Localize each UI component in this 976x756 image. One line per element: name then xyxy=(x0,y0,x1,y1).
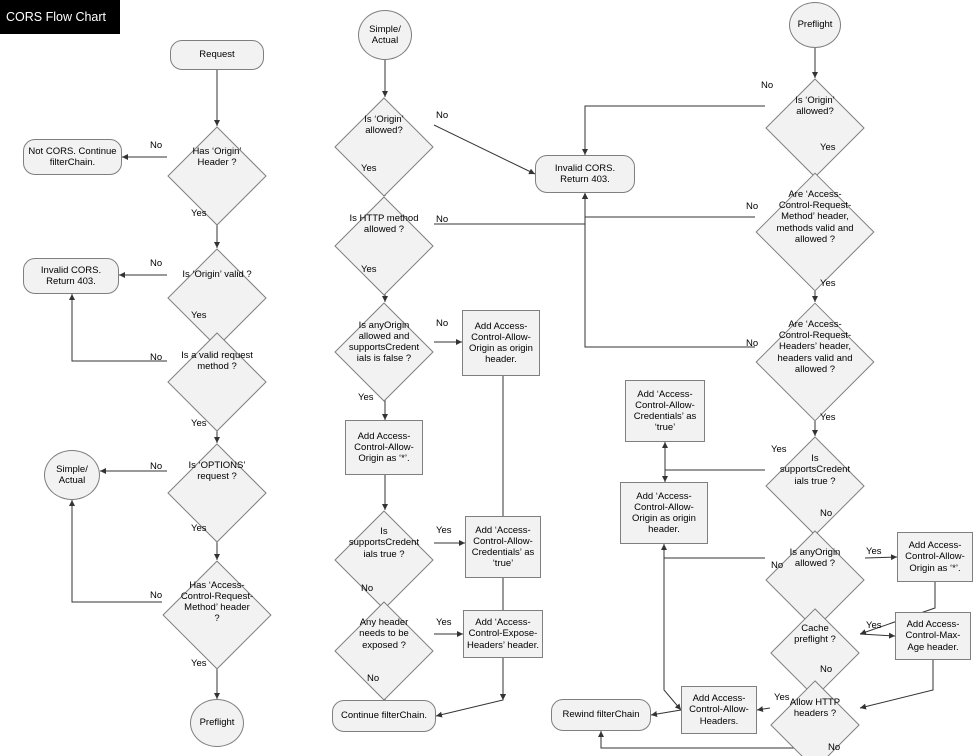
edge-label: No xyxy=(820,664,833,675)
flow-node-label: Is ‘Origin’ valid ? xyxy=(182,269,252,281)
flow-node-label: Are ‘Access- Control-Request- Headers’ header, headers valid and allowed ? xyxy=(777,318,853,375)
flow-node-label: Is anyOrigin allowed ? xyxy=(789,546,841,569)
edge-label: Yes xyxy=(191,208,207,219)
flow-node-m8 xyxy=(334,510,434,576)
flow-node-label: Is supportsCredent ials true ? xyxy=(348,526,420,560)
flow-node-p7 xyxy=(620,482,708,544)
flow-node-label: Add Access- Control-Max- Age header. xyxy=(905,619,961,653)
flow-node-n8 xyxy=(44,450,100,500)
edge-label: Yes xyxy=(771,444,787,455)
flow-node-label: Any header needs to be exposed ? xyxy=(359,617,409,651)
flow-node-label: Has ‘Origin’ Header ? xyxy=(192,145,242,168)
flow-node-p2 xyxy=(765,78,865,134)
flow-node-p4 xyxy=(755,302,875,392)
edge-label: Yes xyxy=(820,278,836,289)
flow-node-p8 xyxy=(765,530,865,586)
flow-node-n2 xyxy=(167,126,267,188)
edge-label: Yes xyxy=(361,264,377,275)
flow-node-label: Add Access- Control-Allow- Origin as origin header. xyxy=(469,320,533,366)
flow-node-m2 xyxy=(334,97,434,153)
flow-node-m4 xyxy=(334,196,434,252)
edge-label: No xyxy=(150,590,163,601)
edge-label: Yes xyxy=(191,523,207,534)
flow-node-p6 xyxy=(625,380,705,442)
flow-node-n6 xyxy=(167,332,267,390)
edge-label: No xyxy=(436,110,449,121)
flow-node-label: Simple/ Actual xyxy=(369,23,401,46)
edge-label: No xyxy=(761,80,774,91)
flow-node-label: Continue filterChain. xyxy=(340,710,428,722)
flow-edge-29 xyxy=(585,193,755,217)
flow-node-m6 xyxy=(462,310,540,376)
flow-edge-45 xyxy=(860,660,933,708)
page-title: CORS Flow Chart xyxy=(0,0,120,34)
flow-node-label: Add Access- Control-Allow- Origin as ‘*’. xyxy=(354,430,414,465)
flow-node-p14 xyxy=(551,699,651,731)
edge-label: Yes xyxy=(820,142,836,153)
flow-node-label: Is a valid request method ? xyxy=(181,349,253,372)
flow-edge-31 xyxy=(585,193,755,347)
flow-edge-37 xyxy=(865,557,897,558)
flow-edge-27 xyxy=(585,106,765,155)
flow-node-label: Is HTTP method allowed ? xyxy=(349,212,419,235)
flow-node-label: Rewind filterChain xyxy=(562,709,640,721)
flow-edge-46 xyxy=(664,544,681,710)
edge-label: Yes xyxy=(866,546,882,557)
flow-node-label: Add Access- Control-Allow- Origin as ‘*’. xyxy=(905,540,965,574)
flow-edge-36 xyxy=(664,544,765,558)
edge-label: No xyxy=(150,352,163,363)
flow-node-m9 xyxy=(465,516,541,578)
flow-node-m1 xyxy=(358,10,412,60)
flow-node-label: Add ‘Access- Control-Allow- Origin as origin header. xyxy=(632,490,696,536)
edge-label: No xyxy=(150,258,163,269)
flow-node-n4 xyxy=(167,248,267,302)
edge-label: Yes xyxy=(820,412,836,423)
flow-edge-9 xyxy=(72,500,162,602)
flow-node-p11 xyxy=(895,612,971,660)
edge-label: No xyxy=(820,508,833,519)
flow-node-label: Invalid CORS. Return 403. xyxy=(40,264,102,287)
edge-label: No xyxy=(150,461,163,472)
flow-node-n10 xyxy=(190,699,244,747)
flow-node-label: Is ‘OPTIONS’ request ? xyxy=(188,459,246,482)
flow-node-label: Invalid CORS. Return 403. xyxy=(554,162,616,185)
flow-node-label: Are ‘Access- Control-Request- Method’ header, methods valid and allowed ? xyxy=(776,188,854,245)
edge-label: No xyxy=(367,673,380,684)
flow-node-n1 xyxy=(170,40,264,70)
edge-label: Yes xyxy=(866,620,882,631)
flow-node-m5 xyxy=(334,302,434,382)
flow-node-label: Not CORS. Continue filterChain. xyxy=(28,145,117,168)
flow-node-m12 xyxy=(332,700,436,732)
flow-node-p3 xyxy=(755,172,875,262)
edge-label: Yes xyxy=(191,310,207,321)
flow-node-label: Add ‘Access- Control-Allow- Credentials’ as ‘true’ xyxy=(633,388,697,434)
edge-label: Yes xyxy=(436,525,452,536)
flow-node-m7 xyxy=(345,420,423,475)
flow-node-n5 xyxy=(23,258,119,294)
flow-node-label: Add Access- Control-Allow- Headers. xyxy=(689,693,749,727)
flow-node-label: Add ‘Access- Control-Allow- Credentials’ as ‘true’ xyxy=(471,524,535,570)
flow-edge-33 xyxy=(665,442,765,470)
edge-label: Yes xyxy=(358,392,374,403)
flow-node-n7 xyxy=(167,443,267,499)
flow-node-m10 xyxy=(334,601,434,667)
edge-label: Yes xyxy=(191,418,207,429)
flow-node-p9 xyxy=(897,532,973,582)
edge-label: No xyxy=(746,201,759,212)
flow-node-n3 xyxy=(23,139,122,175)
flow-node-label: Cache preflight ? xyxy=(794,622,836,645)
flow-node-label: Preflight xyxy=(199,717,235,729)
edge-label: Yes xyxy=(436,617,452,628)
flow-node-label: Has ‘Access- Control-Request- Method’ header ? xyxy=(180,579,254,625)
edge-label: No xyxy=(436,318,449,329)
flow-edge-5 xyxy=(72,294,167,361)
flow-edge-39 xyxy=(860,634,895,636)
flow-node-label: Is ‘Origin’ allowed? xyxy=(795,94,835,117)
edge-label: No xyxy=(746,338,759,349)
flow-node-label: Is ‘Origin’ allowed? xyxy=(364,113,404,136)
flow-node-p13 xyxy=(681,686,757,734)
flow-edge-41 xyxy=(757,708,770,710)
flow-edge-42 xyxy=(651,710,681,715)
edge-label: Yes xyxy=(774,692,790,703)
flow-node-m11 xyxy=(463,610,543,658)
flow-node-label: Allow HTTP headers ? xyxy=(789,696,841,719)
edge-label: No xyxy=(436,214,449,225)
edge-label: No xyxy=(771,560,784,571)
flow-node-label: Simple/ Actual xyxy=(56,463,88,486)
edge-label: No xyxy=(361,583,374,594)
flow-node-m3 xyxy=(535,155,635,193)
flow-edge-12 xyxy=(434,125,535,174)
flow-node-label: Is anyOrigin allowed and supportsCredent ials is false ? xyxy=(348,319,420,365)
flow-node-p1 xyxy=(789,2,841,48)
edge-label: Yes xyxy=(361,163,377,174)
flow-node-label: Preflight xyxy=(797,19,833,31)
flow-node-label: Is supportsCredent ials true ? xyxy=(779,453,851,487)
edge-label: No xyxy=(150,140,163,151)
flow-node-label: Request xyxy=(199,49,235,61)
flow-edge-14 xyxy=(434,193,585,224)
flow-node-p12 xyxy=(770,680,860,736)
edge-label: No xyxy=(828,742,841,753)
flow-node-n9 xyxy=(162,560,272,644)
edge-label: Yes xyxy=(191,658,207,669)
flow-node-label: Add ‘Access- Control-Expose- Headers’ header. xyxy=(466,617,539,651)
flow-node-p10 xyxy=(770,608,860,660)
